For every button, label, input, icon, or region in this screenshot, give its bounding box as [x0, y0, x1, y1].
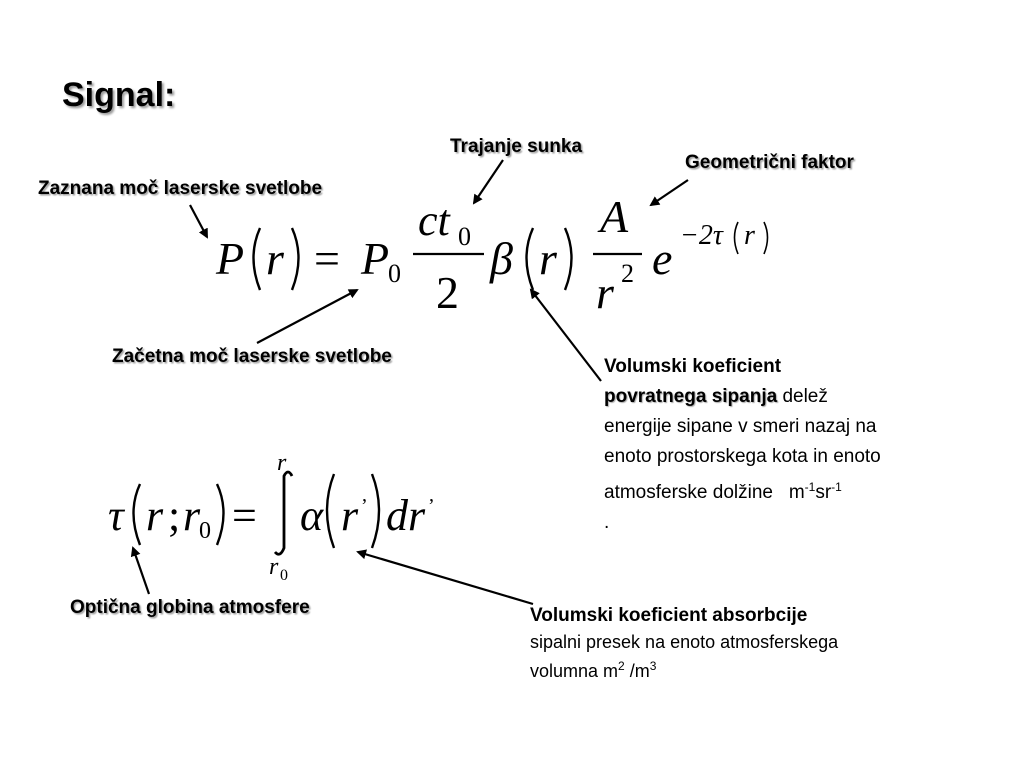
arrow-zaznana [190, 205, 207, 237]
beta-unit-exp1: -1 [804, 480, 816, 494]
optical-depth-equation [108, 450, 435, 584]
eq2-int-upper: r [277, 450, 287, 476]
eq2-dr: dr [386, 491, 426, 540]
eq2-rparen2 [372, 474, 379, 548]
arrow-opticna [133, 548, 149, 594]
eq2-prime2: ’ [428, 495, 435, 517]
label-zacetna-moc: Začetna moč laserske svetlobe [112, 346, 392, 367]
eq1-beta: β [490, 233, 513, 284]
eq2-int-lower-sub: 0 [280, 567, 288, 584]
eq1-P: P [216, 233, 245, 284]
label-geometricni-faktor: Geometrični faktor [685, 152, 854, 173]
label-opticna-globina: Optična globina atmosfere [70, 597, 310, 618]
lidar-equation [215, 191, 768, 318]
eq1-r-denominator: r [596, 267, 614, 318]
beta-unit-exp2: -1 [831, 480, 842, 494]
eq1-P0-sub: 0 [388, 259, 401, 288]
eq2-rprime: r [341, 491, 359, 540]
beta-heading-line1: Volumski koeficient [604, 356, 782, 377]
eq2-r0-sub: 0 [199, 518, 211, 544]
eq1-t0-sub: 0 [458, 222, 471, 251]
eq2-semicolon: ; [168, 491, 181, 540]
integral-sign [275, 472, 292, 554]
beta-text-line4: atmosferske dolžine [604, 482, 773, 503]
beta-unit-sr: sr [815, 482, 832, 503]
arrow-trajanje [474, 160, 503, 203]
slide-title: Signal: [62, 76, 176, 114]
eq1-exponent-r: r [744, 220, 755, 251]
alpha-exp-b: 3 [649, 659, 657, 673]
eq1-lparen2 [527, 228, 534, 290]
arrow-geometricni [651, 180, 688, 205]
eq1-two: 2 [436, 267, 459, 318]
alpha-slash: /m [624, 661, 650, 681]
eq2-r0: r [183, 491, 201, 540]
alpha-line2: volumna m [530, 661, 619, 681]
eq2-tau: τ [108, 491, 124, 540]
alpha-exp-a: 2 [618, 659, 625, 673]
eq1-rparen2 [565, 228, 572, 290]
arrow-zacetna [257, 290, 357, 343]
beta-text-tail: delež [782, 386, 828, 407]
eq1-rparen [292, 228, 299, 290]
eq1-square: 2 [621, 259, 634, 288]
beta-text-line2: energije sipane v smeri nazaj na [604, 416, 877, 437]
eq1-lparen [254, 228, 261, 290]
eq1-exponent: −2τ [680, 220, 723, 251]
beta-heading-line2: povratnega sipanja [604, 386, 778, 407]
eq2-int-lower: r [269, 554, 279, 580]
eq2-r: r [146, 491, 164, 540]
eq1-exp-lparen [735, 222, 739, 254]
arrow-beta [531, 290, 601, 381]
label-trajanje-sunka: Trajanje sunka [450, 136, 583, 157]
alpha-line1: sipalni presek na enoto atmosferskega [530, 632, 839, 652]
eq1-equals: = [314, 233, 340, 284]
eq1-A: A [600, 191, 629, 242]
beta-unit-m: m [788, 482, 805, 503]
eq2-lparen2 [327, 474, 334, 548]
label-zaznana-moc: Zaznana moč laserske svetlobe [38, 178, 323, 199]
eq1-exp-rparen [764, 222, 768, 254]
eq1-ct: ct [418, 196, 450, 245]
arrow-alpha [358, 552, 533, 604]
eq2-lparen [134, 484, 141, 545]
beta-text-line3: enoto prostorskega kota in enoto [604, 446, 881, 467]
eq1-P0: P [361, 233, 390, 284]
eq1-r-beta: r [539, 233, 557, 284]
eq2-rparen [217, 484, 224, 545]
eq2-alpha: α [300, 491, 324, 540]
eq1-e: e [652, 233, 673, 284]
eq2-prime: ’ [361, 495, 368, 517]
alpha-heading: Volumski koeficient absorbcije [530, 605, 808, 626]
eq1-r: r [266, 233, 284, 284]
beta-dot: . [604, 512, 610, 533]
eq2-equals: = [232, 491, 257, 540]
